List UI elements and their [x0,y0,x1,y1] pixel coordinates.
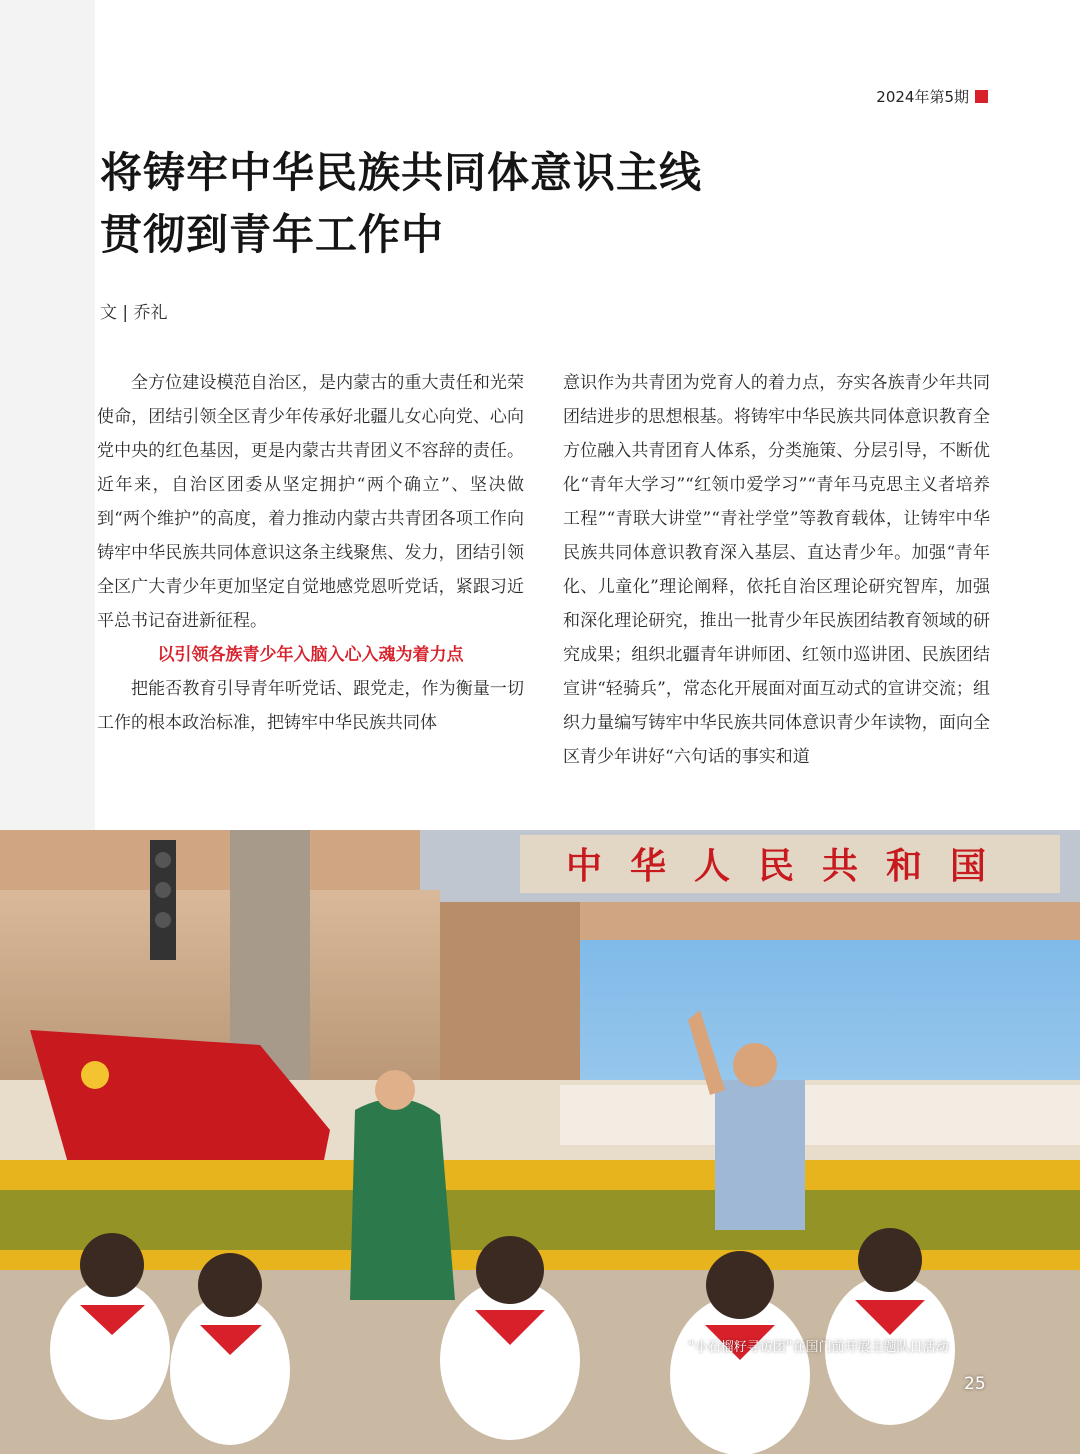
signal-lamp [155,912,171,928]
building-sign-text: 中华人民共和国 [565,846,1015,887]
man-head [733,1043,777,1087]
man-blue-shirt [715,1080,805,1230]
signal-lamp [155,882,171,898]
byline: 文 | 乔礼 [100,303,168,323]
issue-marker-icon [975,90,988,103]
paragraph: 意识作为共青团为党育人的着力点，夯实各族青少年共同团结进步的思想根基。将铸牢中华民族共同体意识教育全方位融入共青团育人体系，分类施策、分层引导，不断优化“青年大学习”“红领巾爱学习”“青年马克思主义者培养工程”“青联大讲堂”“青社学堂”等教育载体，让铸牢中华民族共同体意识教育深入基层、直达青少年。加强“青年化、儿童化”理论阐释，依托自治区理论研究智库，加强和深化理论研究，推出一批青少年民族团结教育领域的研究成果；组织北疆青年讲师团、红领巾巡讲团、民族团结宣讲“轻骑兵”，常态化开展面对面互动式的宣讲交流；组织力量编写铸牢中华民族共同体意识青少年读物，面向全区青少年讲好“六句话的事实和道 [563,373,990,767]
teacher-head [375,1070,415,1110]
student [170,1295,290,1445]
article-column-left [97,366,524,740]
student [50,1280,170,1420]
paragraph: 把能否教育引导青年听党话、跟党走，作为衡量一切工作的根本政治标准，把铸牢中华民族共同体 [97,679,524,733]
article-column-right [563,366,990,774]
teacher-green-dress [350,1099,455,1300]
foliage [0,1190,1080,1250]
white-balustrade [560,1085,1080,1145]
article-title-line-2: 贯彻到青年工作中 [100,210,445,259]
page-number: 25 [964,1374,986,1394]
article-title-line-1: 将铸牢中华民族共同体意识主线 [100,148,703,197]
student-head [198,1253,262,1317]
student-head [706,1251,774,1319]
article-title [100,142,702,266]
section-heading: 以引领各族青少年入脑入心入魂为着力点 [157,645,464,665]
paragraph: 全方位建设模范自治区，是内蒙古的重大责任和光荣使命，团结引领全区青少年传承好北疆儿女心向党、心向党中央的红色基因，更是内蒙古共青团义不容辞的责任。近年来，自治区团委从坚定拥护“两个确立”、坚决做到“两个维护”的高度，着力推动内蒙古共青团各项工作向铸牢中华民族共同体意识这条主线聚焦、发力，团结引领全区广大青少年更加坚定自觉地感党恩听党话，紧跟习近平总书记奋进新征程。 [97,373,524,631]
issue-text: 2024年第5期 [876,88,969,106]
student-head [80,1233,144,1297]
student-head [476,1236,544,1304]
student-head [858,1228,922,1292]
photo-illustration [0,830,1080,1454]
photo-caption: “小石榴籽寻访团”在国门前开展主题队日活动 [688,1340,949,1355]
party-emblem-icon [81,1061,109,1089]
page-gutter [0,0,95,830]
signal-lamp [155,852,171,868]
article-photo [0,830,1080,1454]
issue-label [876,86,988,107]
gate-pillar [440,902,580,1102]
